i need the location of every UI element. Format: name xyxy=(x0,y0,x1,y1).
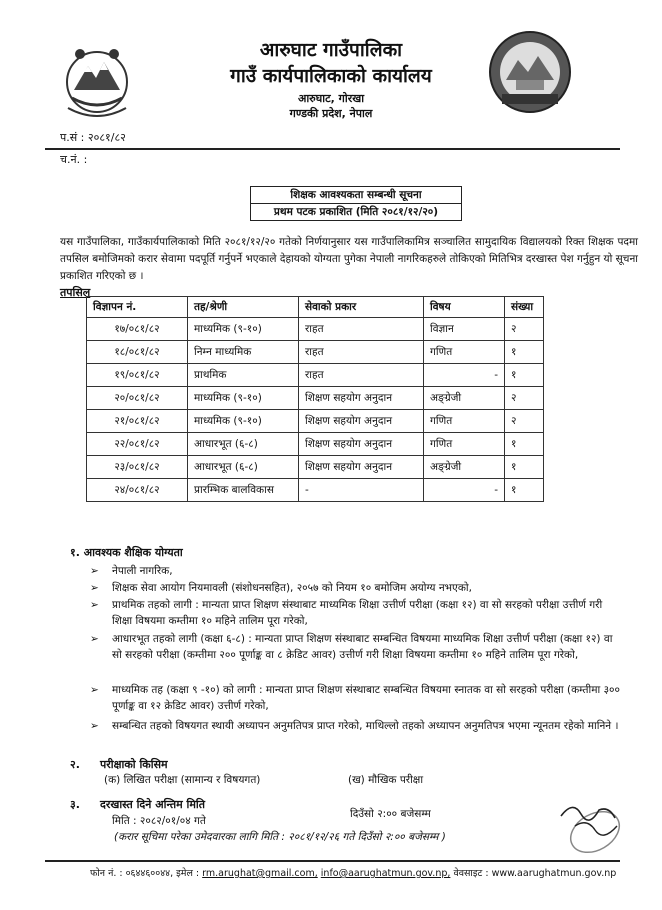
cell-level: आधारभूत (६-८) xyxy=(188,456,299,479)
vacancy-table xyxy=(86,296,544,502)
cell-count: २ xyxy=(505,318,544,341)
cell-subject: विज्ञान xyxy=(424,318,505,341)
province: गण्डकी प्रदेश, नेपाल xyxy=(289,107,373,120)
cell-level: निम्न माध्यमिक xyxy=(188,341,299,364)
arrow-bullet-icon: ➢ xyxy=(90,684,99,696)
cell-subject: - xyxy=(424,479,505,502)
cell-subject: गणित xyxy=(424,433,505,456)
footer-phone: फोन नं. : ०६४४६००४४, xyxy=(90,868,174,879)
cell-service: राहत xyxy=(299,341,424,364)
cell-ad-no: २२/०८१/८२ xyxy=(87,433,188,456)
intro-paragraph: यस गाउँपालिका, गाउँकार्यपालिकाको मिति २०८१/१२/२० गतेको निर्णयानुसार यस गाउँपालिकामित्र सञ्चालित सामुदायिक विद्यालयको रिक्त शिक्षक पदमा तपसिल बमोजिमको करार सेवामा पदपूर्ति गर्नुपर्ने भएकाले देहायको योग्यता पुगेका नेपाली नागरिकहरुले तोकिएको मितिभित्र दरखास्त पेश गर्नुहुन यो सूचना प्रकाशित गरिएको छ । xyxy=(60,236,638,282)
cell-count: १ xyxy=(505,479,544,502)
cell-subject: - xyxy=(424,364,505,387)
cell-level: माध्यमिक (९-१०) xyxy=(188,318,299,341)
footer-email-1[interactable]: rm.arughat@gmail.com, xyxy=(202,868,318,879)
cell-count: १ xyxy=(505,364,544,387)
cell-count: २ xyxy=(505,410,544,433)
cell-count: २ xyxy=(505,387,544,410)
exam-number: २. xyxy=(70,758,80,771)
notice-title: शिक्षक आवश्यकता सम्बन्धी सूचना xyxy=(251,187,461,204)
cell-ad-no: २३/०८१/८२ xyxy=(87,456,188,479)
deadline-date: मिति : २०८२/०१/०४ गते xyxy=(112,815,206,827)
col-header-ad-no: विज्ञापन नं. xyxy=(87,297,188,318)
cell-service: शिक्षण सहयोग अनुदान xyxy=(299,433,424,456)
cell-ad-no: १७/०८१/८२ xyxy=(87,318,188,341)
cell-service: शिक्षण सहयोग अनुदान xyxy=(299,387,424,410)
cell-service: राहत xyxy=(299,318,424,341)
col-header-subject: विषय xyxy=(424,297,505,318)
col-header-level: तह/श्रेणी xyxy=(188,297,299,318)
deadline-number: ३. xyxy=(70,798,80,811)
footer-contact xyxy=(90,866,630,879)
cell-service: - xyxy=(299,479,424,502)
footer-email-label: इमेल : xyxy=(176,868,200,879)
cell-level: माध्यमिक (९-१०) xyxy=(188,387,299,410)
table-row xyxy=(87,387,544,410)
cell-ad-no: २४/०८१/८२ xyxy=(87,479,188,502)
arrow-bullet-icon: ➢ xyxy=(90,599,99,611)
cell-level: प्रारम्भिक बालविकास xyxy=(188,479,299,502)
deadline-heading: दरखास्त दिने अन्तिम मिति xyxy=(100,798,206,811)
footer-web-label: वेवसाइट : xyxy=(453,868,489,879)
notice-title-box xyxy=(250,186,462,221)
table-header-row xyxy=(87,297,544,318)
table-row xyxy=(87,341,544,364)
qualification-heading: १. आवश्यक शैक्षिक योग्यता xyxy=(70,546,183,559)
cell-service: शिक्षण सहयोग अनुदान xyxy=(299,410,424,433)
exam-written: (क) लिखित परीक्षा (सामान्य र विषयगत) xyxy=(104,774,261,786)
table-row xyxy=(87,479,544,502)
cell-level: माध्यमिक (९-१०) xyxy=(188,410,299,433)
cell-count: १ xyxy=(505,433,544,456)
cell-subject: अङ्ग्रेजी xyxy=(424,456,505,479)
cell-subject: अङ्ग्रेजी xyxy=(424,387,505,410)
tapsil-label: तपसिल xyxy=(60,286,91,299)
patra-sankhya: प.सं : २०८१/८२ xyxy=(60,131,126,144)
cell-ad-no: २१/०८१/८२ xyxy=(87,410,188,433)
office-name: गाउँ कार्यपालिकाको कार्यालय xyxy=(230,65,432,87)
exam-heading: परीक्षाको किसिम xyxy=(100,758,168,771)
cell-level: प्राथमिक xyxy=(188,364,299,387)
cell-subject: गणित xyxy=(424,410,505,433)
deadline-time: दिउँसो २:०० बजेसम्म xyxy=(350,808,431,820)
arrow-bullet-icon: ➢ xyxy=(90,582,99,594)
footer-website[interactable]: www.aarughatmun.gov.np xyxy=(491,868,617,879)
arrow-bullet-icon: ➢ xyxy=(90,720,99,732)
table-row xyxy=(87,410,544,433)
header-divider xyxy=(45,148,620,150)
footer-email-2[interactable]: info@aarughatmun.gov.np, xyxy=(320,868,451,879)
table-row xyxy=(87,364,544,387)
cell-level: आधारभूत (६-८) xyxy=(188,433,299,456)
notice-subtitle: प्रथम पटक प्रकाशित (मिति २०८१/१२/२०) xyxy=(273,206,439,218)
arrow-bullet-icon: ➢ xyxy=(90,565,99,577)
exam-oral: (ख) मौखिक परीक्षा xyxy=(348,774,424,786)
signature-stamp xyxy=(555,796,625,860)
deadline-note: (करार सूचिमा परेका उमेदवारका लागि मिति : २०८१/१२/२६ गते दिउँसो २:०० बजेसम्म ) xyxy=(114,831,446,843)
col-header-service: सेवाको प्रकार xyxy=(299,297,424,318)
cell-ad-no: २०/०८१/८२ xyxy=(87,387,188,410)
table-row xyxy=(87,433,544,456)
chalani-number: च.नं. : xyxy=(60,153,88,166)
cell-count: १ xyxy=(505,341,544,364)
cell-subject: गणित xyxy=(424,341,505,364)
table-row xyxy=(87,318,544,341)
cell-service: शिक्षण सहयोग अनुदान xyxy=(299,456,424,479)
cell-ad-no: १८/०८१/८२ xyxy=(87,341,188,364)
footer-divider xyxy=(45,860,620,862)
location: आरुघाट, गोरखा xyxy=(297,92,365,105)
table-row xyxy=(87,456,544,479)
arrow-bullet-icon: ➢ xyxy=(90,633,99,645)
org-name: आरुघाट गाउँपालिका xyxy=(259,39,403,61)
cell-count: १ xyxy=(505,456,544,479)
col-header-count: संख्या xyxy=(505,297,544,318)
cell-ad-no: १९/०८१/८२ xyxy=(87,364,188,387)
cell-service: राहत xyxy=(299,364,424,387)
